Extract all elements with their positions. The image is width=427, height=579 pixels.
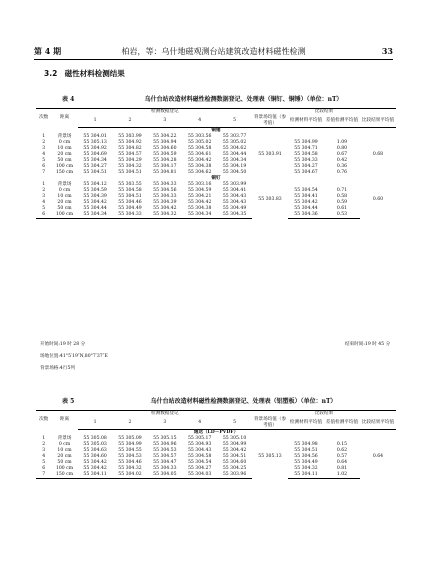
row-value: 55 304.42 xyxy=(188,200,212,205)
col-diff-header: 差值检测平均值 xyxy=(324,417,360,430)
row-number: 4 xyxy=(42,454,46,459)
table-header-row xyxy=(36,115,396,128)
bg-frame: 背景场格:4行5列 xyxy=(40,366,75,371)
material-mean: 55 304.33 xyxy=(294,158,318,163)
row-distance: 0 cm xyxy=(58,140,71,145)
col-mat-header: 检测材料平均值 xyxy=(288,417,324,430)
col-bg-header: 背景场均值（参考值） xyxy=(253,115,287,126)
material-mean: 55 304.71 xyxy=(294,146,318,151)
col-index-header: 3 xyxy=(147,417,182,430)
row-value: 55 304.46 xyxy=(118,200,142,205)
row-number: 3 xyxy=(42,146,46,151)
row-value: 55 304.53 xyxy=(118,454,142,459)
row-value: 55 304.69 xyxy=(83,152,107,157)
row-value: 55 304.59 xyxy=(83,188,107,193)
row-value: 55 304.59 xyxy=(153,152,177,157)
row-number: 5 xyxy=(42,460,46,465)
running-title: 柏岩，等：乌什地磁观测台站建筑改造材料磁性检测 xyxy=(121,47,306,56)
row-value: 55 304.27 xyxy=(188,466,212,471)
row-value: 55 304.99 xyxy=(118,442,142,447)
row-value: 55 304.03 xyxy=(182,472,217,479)
row-value: 55 304.41 xyxy=(222,188,247,193)
col-dist-header: 距离 xyxy=(51,411,77,430)
header-rule xyxy=(34,59,393,60)
row-number: 5 xyxy=(42,206,46,211)
row-value: 55 304.32 xyxy=(118,164,142,169)
row-value: 55 304.44 xyxy=(83,206,107,211)
row-distance: 50 cm xyxy=(57,158,72,163)
difference-mean: 0.67 xyxy=(336,152,348,157)
row-distance: 100 cm xyxy=(55,164,74,169)
row-number: 1 xyxy=(42,436,46,441)
row-distance: 0 cm xyxy=(58,188,71,193)
row-value: 55 304.51 xyxy=(118,194,142,199)
row-value: 55 304.38 xyxy=(188,206,212,211)
row-number: 1 xyxy=(42,134,46,139)
row-value: 55 303.96 xyxy=(217,472,252,479)
row-value: 55 305.02 xyxy=(222,140,247,145)
col-no-header: 次数 xyxy=(36,109,51,128)
row-value: 55 304.34 xyxy=(182,212,217,219)
row-value: 55 303.99 xyxy=(222,182,247,187)
difference-mean: 0.81 xyxy=(336,466,348,471)
row-number: 3 xyxy=(42,194,46,199)
row-number: 5 xyxy=(42,158,46,163)
row-distance: 20 cm xyxy=(57,200,72,205)
row-value: 55 305.10 xyxy=(222,436,247,441)
row-value: 55 304.56 xyxy=(153,188,177,193)
background-mean: 55 303.91 xyxy=(258,152,282,157)
row-value: 55 304.42 xyxy=(153,206,177,211)
section-name: 铜锤 xyxy=(211,128,221,133)
row-distance: 10 cm xyxy=(57,146,72,151)
row-value: 55 304.01 xyxy=(83,134,107,139)
row-distance: 150 cm xyxy=(55,170,74,175)
background-mean: 55 305.13 xyxy=(258,454,282,460)
row-value: 55 304.43 xyxy=(222,194,247,199)
row-value: 55 304.34 xyxy=(222,158,247,163)
row-value: 55 304.33 xyxy=(153,466,177,471)
row-value: 55 304.49 xyxy=(222,206,247,211)
material-mean: 55 304.49 xyxy=(294,460,318,465)
row-value: 55 304.60 xyxy=(83,454,107,459)
row-distance: 背景场 xyxy=(57,134,72,139)
col-index-header: 2 xyxy=(113,115,148,128)
row-value: 55 304.50 xyxy=(222,170,247,175)
row-value: 55 304.92 xyxy=(118,140,142,145)
row-distance: 背景场 xyxy=(57,436,72,441)
row-value: 55 305.03 xyxy=(83,442,107,447)
difference-mean: 0.42 xyxy=(336,158,348,163)
row-distance: 20 cm xyxy=(57,152,72,157)
table-row xyxy=(36,472,396,479)
row-value: 55 304.42 xyxy=(188,158,212,163)
row-value: 55 304.51 xyxy=(118,170,142,175)
row-value: 55 304.58 xyxy=(118,188,142,193)
row-value: 55 304.11 xyxy=(78,472,113,479)
row-value: 55 304.28 xyxy=(153,158,177,163)
table4 xyxy=(36,108,396,219)
issue-number: 第 4 期 xyxy=(34,46,62,56)
row-distance: 100 cm xyxy=(51,212,77,219)
comparison-result: 0.60 xyxy=(372,197,384,203)
row-value: 55 304.58 xyxy=(188,454,212,459)
row-number: 6 xyxy=(36,212,51,219)
row-value: 55 304.94 xyxy=(153,140,177,145)
row-value: 55 304.19 xyxy=(222,164,247,169)
row-value: 55 304.96 xyxy=(153,442,177,447)
row-value: 55 304.32 xyxy=(118,466,142,471)
row-value: 55 304.62 xyxy=(188,170,212,175)
row-value: 55 304.17 xyxy=(153,164,177,169)
row-value: 55 304.53 xyxy=(153,448,177,453)
row-value: 55 304.02 xyxy=(113,472,148,479)
row-value: 55 303.77 xyxy=(222,134,247,139)
row-value: 55 304.46 xyxy=(118,460,142,465)
difference-mean: 1.02 xyxy=(324,472,360,479)
row-value: 55 304.29 xyxy=(118,158,142,163)
material-mean: 55 304.99 xyxy=(294,140,318,145)
col-diff-header: 差值检测平均值 xyxy=(324,115,360,128)
location: 场地位置:41°5′19″N,80°7′37″E xyxy=(40,354,108,359)
group-header-data: 检测数据登记 xyxy=(78,411,252,418)
material-mean: 55 304.54 xyxy=(294,188,318,193)
col-index-header: 3 xyxy=(147,115,182,128)
table-header-row xyxy=(36,417,396,430)
col-index-header: 1 xyxy=(78,417,113,430)
section-title: 3.2 磁性材料检测结果 xyxy=(44,69,125,78)
row-value: 55 304.42 xyxy=(222,448,247,453)
col-index-header: 5 xyxy=(217,115,252,128)
row-number: 4 xyxy=(42,152,46,157)
row-value: 55 304.12 xyxy=(83,182,107,187)
material-mean: 55 304.32 xyxy=(294,466,318,471)
row-value: 55 304.44 xyxy=(222,152,247,157)
page-header xyxy=(34,46,393,60)
row-distance: 50 cm xyxy=(57,206,72,211)
row-value: 55 304.39 xyxy=(83,194,107,199)
group-header-result: 比较结果 xyxy=(252,411,396,418)
row-value: 55 304.55 xyxy=(118,448,142,453)
table4-label: 表 4 xyxy=(62,96,75,103)
difference-mean: 0.62 xyxy=(336,448,348,453)
background-mean: 55 303.83 xyxy=(258,197,282,203)
row-value: 55 304.59 xyxy=(188,188,212,193)
col-cmp-header: 比较结果平均值 xyxy=(360,115,396,128)
row-value: 55 305.09 xyxy=(118,436,142,441)
row-distance: 背景场 xyxy=(57,182,72,187)
row-value: 55 303.55 xyxy=(118,182,142,187)
row-value: 55 304.81 xyxy=(153,170,177,175)
row-value: 55 304.57 xyxy=(153,454,177,459)
row-value: 55 305.02 xyxy=(188,140,212,145)
row-value: 55 304.39 xyxy=(153,200,177,205)
col-index-header: 5 xyxy=(217,417,252,430)
row-value: 55 304.05 xyxy=(147,472,182,479)
difference-mean: 0.53 xyxy=(324,212,360,219)
row-value: 55 304.25 xyxy=(222,466,247,471)
material-mean: 55 304.41 xyxy=(294,194,318,199)
row-distance: 150 cm xyxy=(51,472,77,479)
row-number: 6 xyxy=(42,466,46,471)
row-number: 4 xyxy=(42,200,46,205)
col-index-header: 4 xyxy=(182,417,217,430)
col-index-header: 2 xyxy=(113,417,148,430)
row-distance: 20 cm xyxy=(57,454,72,459)
row-number: 6 xyxy=(42,164,46,169)
row-value: 55 303.56 xyxy=(188,134,212,139)
row-value: 55 304.42 xyxy=(83,466,107,471)
col-bg-header: 背景场均值（参考值） xyxy=(253,417,287,428)
row-value: 55 304.34 xyxy=(83,158,107,163)
difference-mean: 0.15 xyxy=(336,442,348,447)
col-index-header: 1 xyxy=(78,115,113,128)
row-value: 55 304.43 xyxy=(222,200,247,205)
row-value: 55 304.57 xyxy=(118,152,142,157)
row-value: 55 304.33 xyxy=(113,212,148,219)
row-distance: 50 cm xyxy=(57,460,72,465)
col-index-header: 4 xyxy=(182,115,217,128)
difference-mean: 0.61 xyxy=(336,206,348,211)
row-value: 55 305.17 xyxy=(188,436,212,441)
row-value: 55 304.47 xyxy=(153,460,177,465)
row-value: 55 304.58 xyxy=(188,146,212,151)
material-mean: 55 304.58 xyxy=(294,152,318,157)
group-header-data: 检测数据登记 xyxy=(78,109,252,116)
group-header-result: 比较结果 xyxy=(252,109,396,116)
table-row xyxy=(36,212,396,219)
difference-mean: 0.76 xyxy=(336,170,348,175)
row-distance: 10 cm xyxy=(57,448,72,453)
col-cmp-header: 比较结果平均值 xyxy=(360,417,396,430)
row-value: 55 304.62 xyxy=(222,146,247,151)
row-value: 55 304.43 xyxy=(188,448,212,453)
table5-title: 乌什台站改造材料磁性检测数据登记、处理表（铝塑板）（单位：nT） xyxy=(150,398,337,405)
row-value: 55 304.32 xyxy=(147,212,182,219)
table5-label: 表 5 xyxy=(62,398,75,405)
material-mean: 55 304.67 xyxy=(294,170,318,175)
difference-mean: 1.09 xyxy=(336,140,348,145)
row-value: 55 304.51 xyxy=(83,170,107,175)
row-value: 55 304.42 xyxy=(83,460,107,465)
difference-mean: 0.64 xyxy=(336,460,348,465)
row-distance: 100 cm xyxy=(55,466,74,471)
row-value: 55 304.27 xyxy=(83,164,107,169)
table5 xyxy=(36,410,396,479)
row-number: 2 xyxy=(42,442,46,447)
col-mat-header: 检测材料平均值 xyxy=(288,115,324,128)
row-value: 55 304.92 xyxy=(83,146,107,151)
row-value: 55 304.22 xyxy=(153,134,177,139)
row-value: 55 304.51 xyxy=(222,454,247,459)
section-name: 铜钉 xyxy=(211,176,221,181)
row-value: 55 304.42 xyxy=(83,200,107,205)
row-number: 7 xyxy=(42,170,46,175)
row-value: 55 304.35 xyxy=(217,212,252,219)
row-number: 1 xyxy=(42,182,46,187)
row-number: 7 xyxy=(36,472,51,479)
row-number: 3 xyxy=(42,448,46,453)
row-value: 55 304.54 xyxy=(188,460,212,465)
row-value: 55 304.21 xyxy=(188,194,212,199)
row-value: 55 304.34 xyxy=(78,212,113,219)
difference-mean: 0.71 xyxy=(336,188,348,193)
material-mean: 55 304.98 xyxy=(294,442,318,447)
page-number: 33 xyxy=(381,46,393,56)
material-mean: 55 304.44 xyxy=(294,206,318,211)
col-dist-header: 距离 xyxy=(51,109,77,128)
row-value: 55 304.49 xyxy=(118,206,142,211)
start-time: 开始时间:19 时 28 分 xyxy=(40,342,86,347)
material-mean: 55 304.36 xyxy=(288,212,324,219)
row-value: 55 304.60 xyxy=(222,460,247,465)
row-value: 55 304.99 xyxy=(222,442,247,447)
row-value: 55 303.99 xyxy=(118,134,142,139)
row-distance: 10 cm xyxy=(57,194,72,199)
difference-mean: 0.80 xyxy=(336,146,348,151)
col-no-header: 次数 xyxy=(36,411,51,430)
row-value: 55 304.33 xyxy=(153,194,177,199)
comparison-result: 0.64 xyxy=(372,454,384,460)
difference-mean: 0.58 xyxy=(336,194,348,199)
row-value: 55 304.93 xyxy=(188,442,212,447)
comparison-result: 0.68 xyxy=(372,152,384,157)
row-value: 55 304.38 xyxy=(188,164,212,169)
row-value: 55 304.60 xyxy=(153,146,177,151)
difference-mean: 0.57 xyxy=(336,454,348,459)
row-value: 55 305.08 xyxy=(83,436,107,441)
row-value: 55 303.16 xyxy=(188,182,212,187)
difference-mean: 0.59 xyxy=(336,200,348,205)
row-value: 55 304.33 xyxy=(153,182,177,187)
row-number: 2 xyxy=(42,188,46,193)
row-value: 55 304.61 xyxy=(188,152,212,157)
row-value: 55 305.13 xyxy=(83,140,107,145)
material-mean: 55 304.51 xyxy=(294,448,318,453)
row-number: 2 xyxy=(42,140,46,145)
material-mean: 55 304.42 xyxy=(294,200,318,205)
row-value: 55 305.15 xyxy=(153,436,177,441)
section-name: 通达（LD－PVDF） xyxy=(193,430,239,435)
row-value: 55 304.82 xyxy=(118,146,142,151)
material-mean: 55 304.11 xyxy=(288,472,324,479)
material-mean: 55 304.56 xyxy=(294,454,318,459)
end-time: 结束时间:19 时 45 分 xyxy=(345,342,391,347)
row-distance: 0 cm xyxy=(58,442,71,447)
difference-mean: 0.36 xyxy=(336,164,348,169)
table4-title: 乌什台站改造材料磁性检测数据登记、处理表（铜钉、铜锤）（单位：nT） xyxy=(144,96,343,103)
row-value: 55 304.63 xyxy=(83,448,107,453)
material-mean: 55 304.27 xyxy=(294,164,318,169)
